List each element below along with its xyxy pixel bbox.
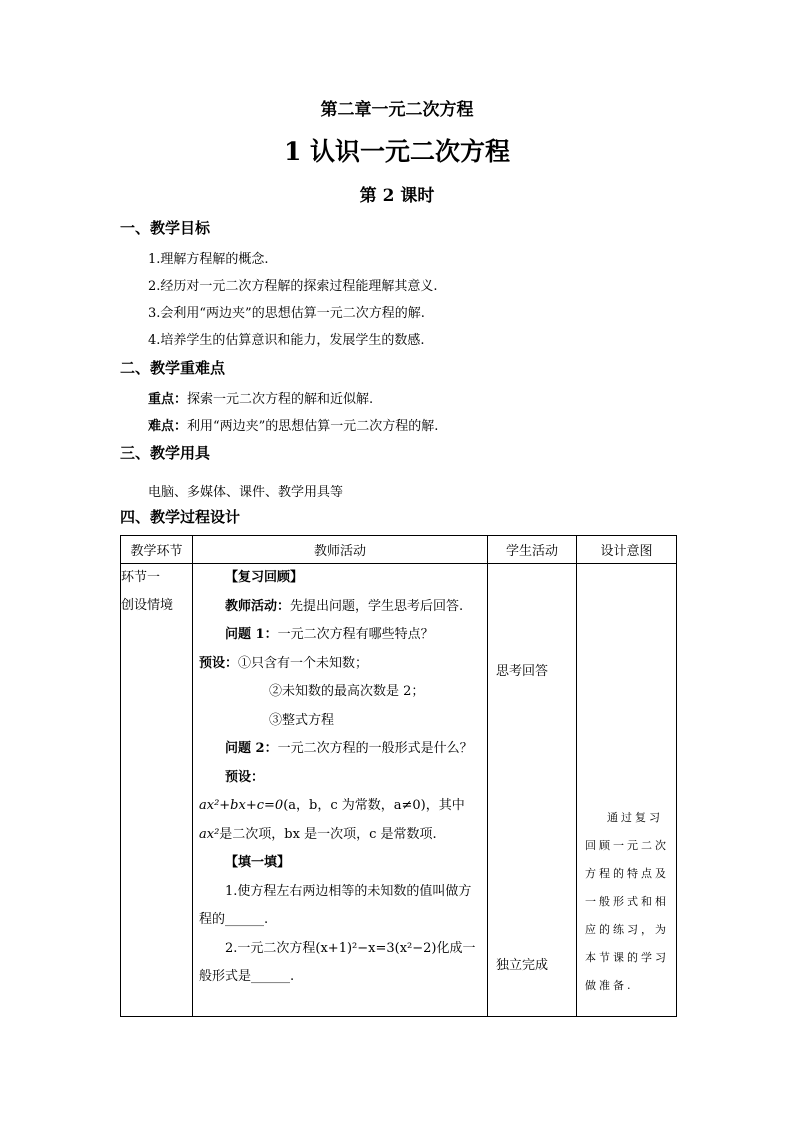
student-cell (488, 564, 577, 1017)
design-cell (577, 564, 677, 1017)
key-point (148, 388, 373, 407)
tools-text: 电脑、多媒体、课件、教学用具等 (148, 485, 344, 500)
stage-line: 创设情境 (121, 598, 174, 613)
question-1 (199, 621, 481, 650)
general-form-line-2 (199, 821, 481, 850)
stage-line: 环节一 (121, 570, 161, 585)
preset2-label: 预设： (225, 769, 265, 785)
preset-item: ①只含有一个未知数； (238, 655, 369, 671)
section-title: 1 认识一元二次方程 (283, 137, 511, 166)
general-form-tail: (a，b，c 为常数，a≠0)，其中 (283, 798, 465, 813)
q2-text: 一元二次方程的一般形式是什么？ (277, 741, 473, 756)
goal-item: 4.培养学生的估算意识和能力，发展学生的数感. (148, 333, 425, 348)
stage-cell (121, 564, 193, 1017)
header-stage: 教学环节 (121, 536, 193, 564)
q1-label: 问题 1： (225, 627, 278, 642)
header-student: 学生活动 (488, 536, 577, 564)
general-form-line (199, 792, 481, 821)
teacher-activity-text: 先提出问题，学生思考后回答. (290, 598, 464, 614)
student-activity: 思考回答 (496, 664, 549, 679)
preset-line (199, 650, 481, 679)
preset-item: ③整式方程 (269, 712, 335, 728)
difficult-point (148, 415, 438, 434)
general-form-desc: 是二次项，bx 是一次项，c 是常数项. (219, 826, 437, 842)
difficult-label: 难点： (148, 419, 188, 434)
key-text: 探索一元二次方程的解和近似解. (187, 392, 374, 407)
goal-item: 2.经历对一元二次方程解的探索过程能理解其意义. (148, 279, 438, 294)
q1-text: 一元二次方程有哪些特点？ (277, 627, 434, 642)
fill-heading: 【填一填】 (225, 855, 291, 870)
goal-item: 1.理解方程解的概念. (148, 252, 269, 267)
fill-question-1: 1.使方程左右两边相等的未知数的值叫做方程的______. (199, 883, 472, 927)
preset-label: 预设： (199, 655, 239, 671)
student-activity: 独立完成 (496, 958, 549, 973)
tools-heading: 三、教学用具 (120, 444, 211, 462)
goal-item: 3.会利用“两边夹”的思想估算一元二次方程的解. (148, 306, 425, 321)
keypoints-heading: 二、教学重难点 (120, 359, 226, 377)
header-teacher: 教师活动 (193, 536, 488, 564)
process-table (120, 535, 677, 1017)
quadratic-term: ax² (199, 826, 220, 842)
table-header-row (121, 536, 677, 564)
design-intent: 通过复习回顾一元二次方程的特点及一般形式和相应的练习，为本节课的学习做准备. (585, 811, 669, 992)
general-form-equation: ax²+bx+c=0 (199, 798, 284, 813)
fill-question-2: 2.一元二次方程(x+1)²−x=3(x²−2)化成一般形式是______. (199, 940, 476, 984)
key-label: 重点： (148, 392, 188, 407)
table-row (121, 564, 677, 1017)
chapter-title: 第二章一元二次方程 (320, 100, 474, 120)
q2-label: 问题 2： (225, 741, 278, 756)
preset-item: ②未知数的最高次数是 2； (269, 684, 425, 699)
header-design: 设计意图 (577, 536, 677, 564)
review-heading: 【复习回顾】 (225, 570, 304, 585)
teacher-activity-label: 教师活动： (225, 598, 291, 614)
question-2 (199, 735, 481, 764)
teacher-activity (199, 593, 481, 622)
difficult-text: 利用“两边夹”的思想估算一元二次方程的解. (187, 419, 439, 434)
lesson-title: 第 2 课时 (359, 186, 435, 206)
process-heading: 四、教学过程设计 (120, 508, 241, 526)
goals-heading: 一、教学目标 (120, 219, 211, 237)
teacher-cell (193, 564, 488, 1017)
